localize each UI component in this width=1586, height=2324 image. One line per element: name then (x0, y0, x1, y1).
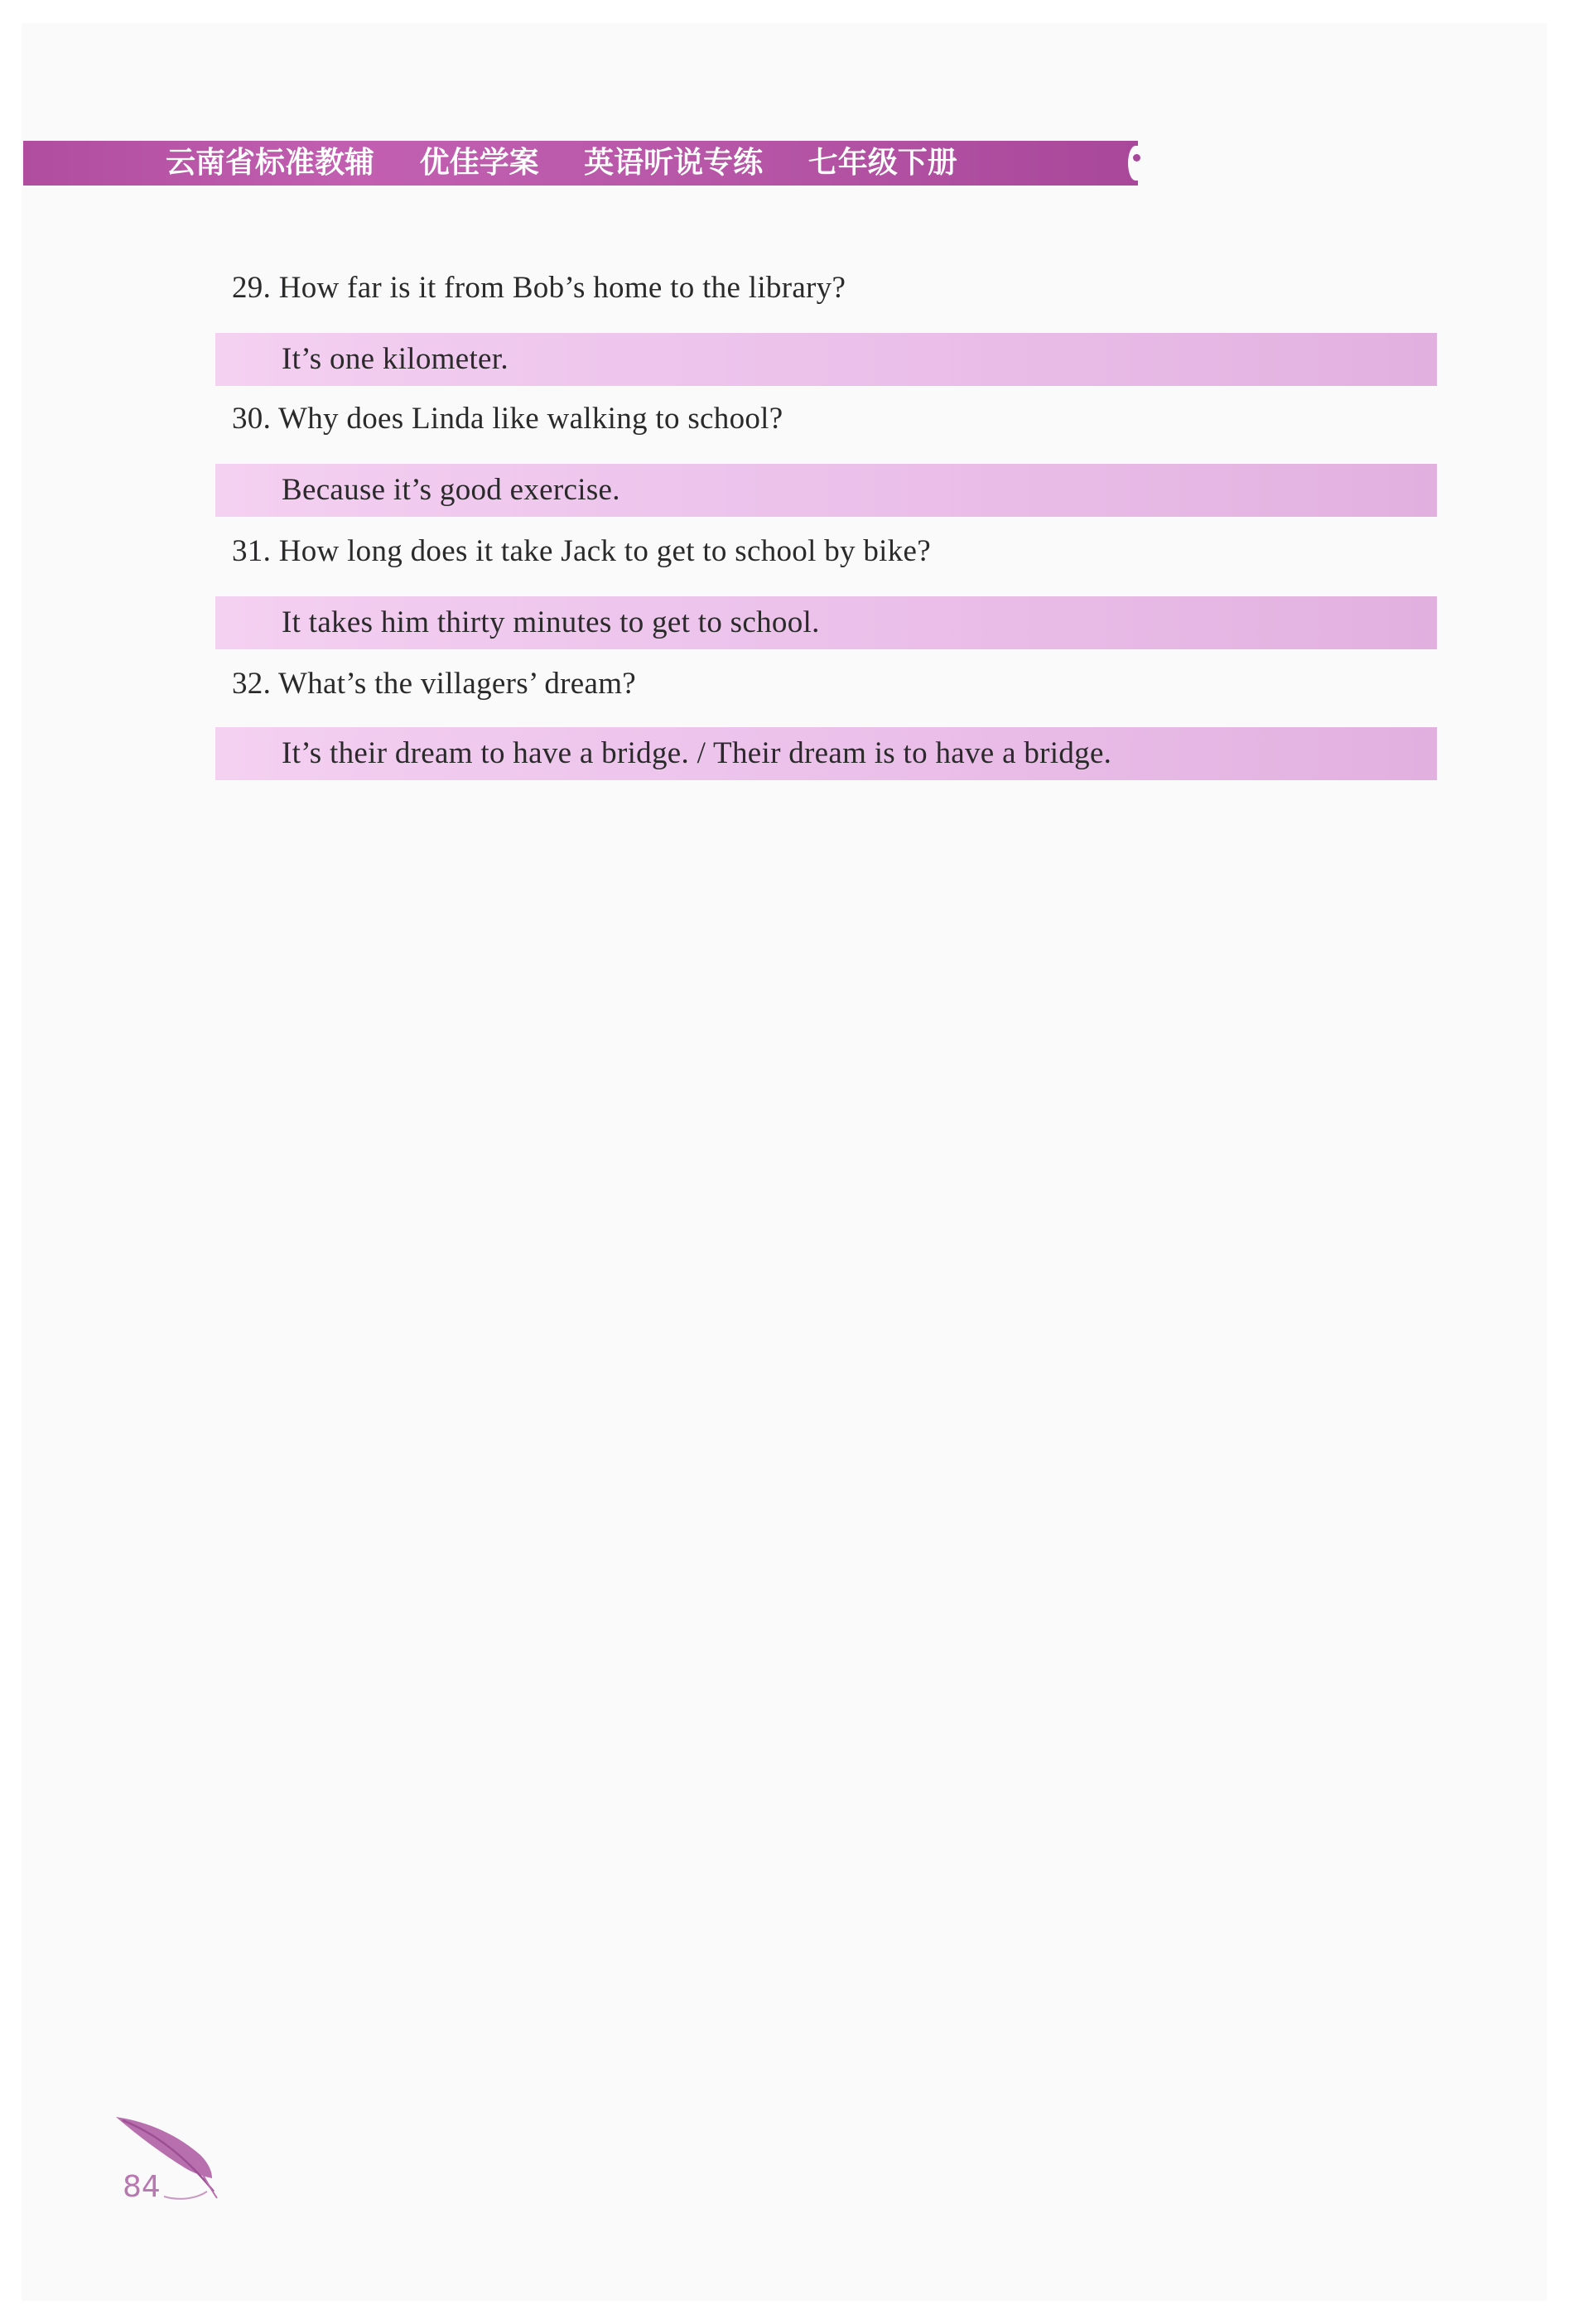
question-30: 30. Why does Linda like walking to school? (232, 402, 783, 436)
answer-31: It takes him thirty minutes to get to school. (282, 605, 820, 639)
running-header (166, 141, 957, 186)
question-32: 32. What’s the villagers’ dream? (232, 667, 637, 701)
header-grade: 七年级下册 (807, 146, 957, 180)
answer-30: Because it’s good exercise. (282, 473, 620, 507)
header-subject: 英语听说专练 (584, 146, 764, 180)
answer-32: It’s their dream to have a bridge. / Their dream is to have a bridge. (282, 736, 1112, 770)
question-31: 31. How long does it take Jack to get to school by bike? (232, 534, 932, 568)
page-number: 84 (123, 2170, 161, 2204)
answer-bar-30 (215, 464, 1437, 517)
answer-bar-31 (215, 596, 1437, 649)
question-29: 29. How far is it from Bob’s home to the library? (232, 271, 846, 305)
answer-bar-32 (215, 727, 1437, 780)
header-series: 云南省标准教辅 (166, 146, 375, 180)
answer-29: It’s one kilometer. (282, 342, 509, 376)
header-notch (1128, 146, 1143, 181)
header-dot (1133, 154, 1140, 162)
answer-bar-29 (215, 333, 1437, 386)
header-brand: 优佳学案 (419, 146, 539, 180)
